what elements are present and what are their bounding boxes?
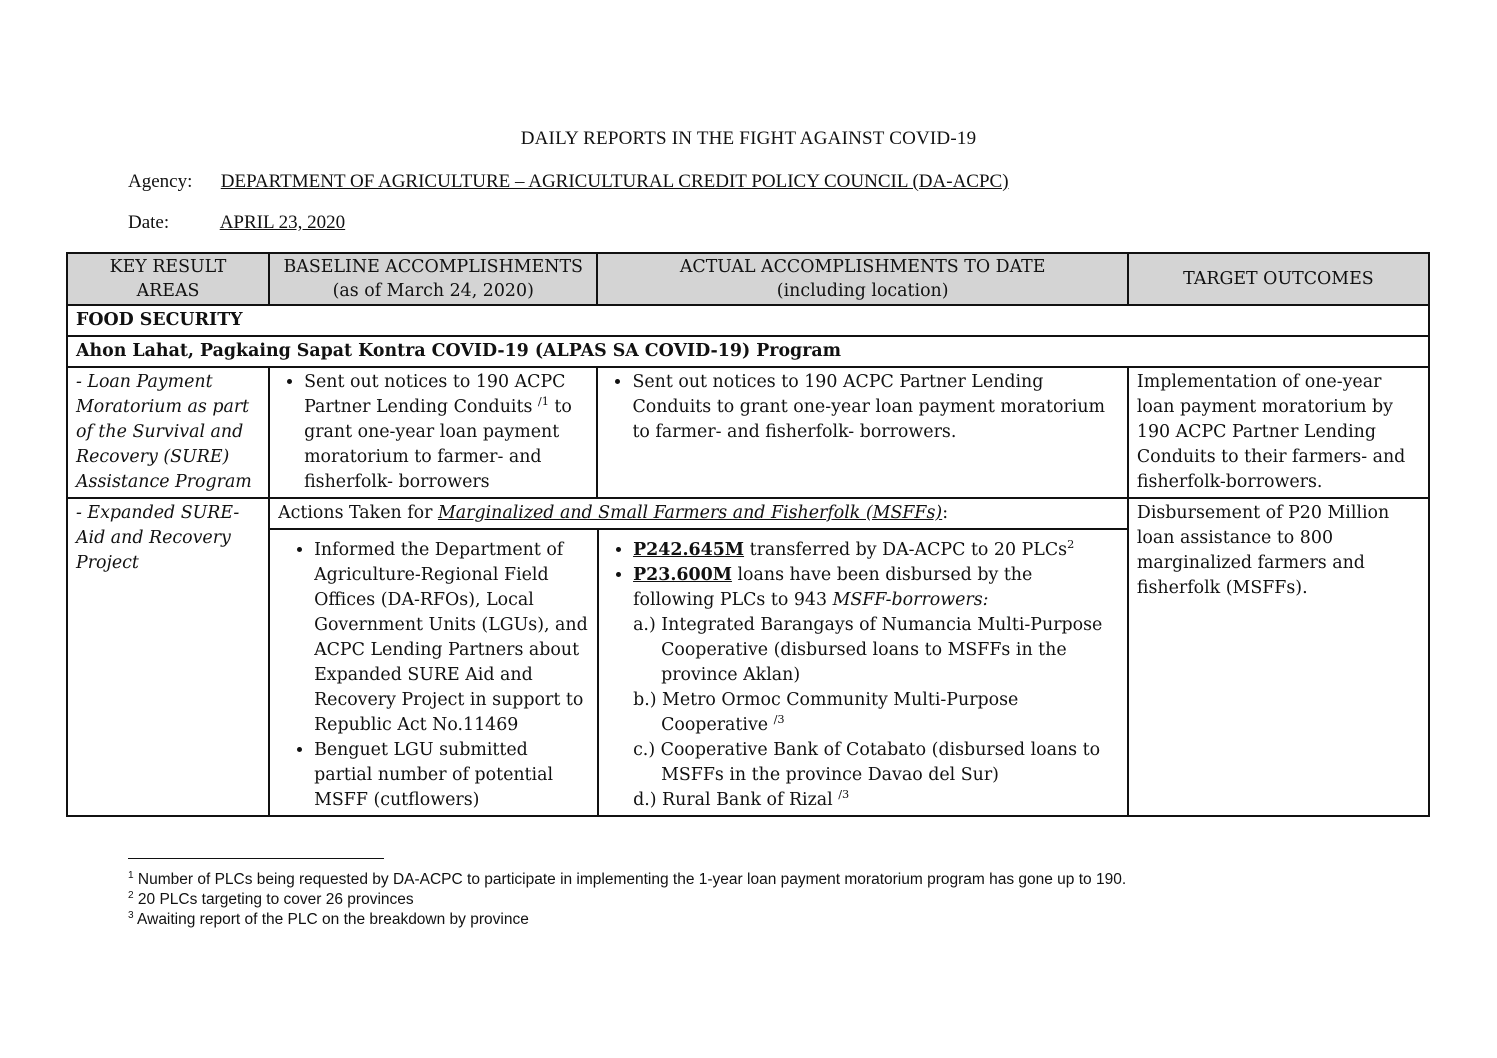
header-kra — [67, 253, 269, 305]
footnote-text: 20 PLCs targeting to cover 26 provinces — [133, 891, 414, 908]
plc-list — [633, 613, 1119, 813]
baseline-cell — [269, 367, 597, 498]
amount-disbursed: P23.600M — [633, 565, 732, 585]
table-row — [67, 367, 1429, 498]
footnote — [128, 910, 1126, 930]
date-value: APRIL 23, 2020 — [219, 212, 346, 233]
actual-cell — [597, 367, 1127, 498]
plc-text: d.) Rural Bank of Rizal — [633, 790, 839, 810]
footnotes — [128, 870, 1126, 930]
header-kra-line1: KEY RESULT — [109, 257, 227, 277]
kra-cell: - Expanded SURE-Aid and Recovery Project — [67, 498, 269, 816]
agency-value: DEPARTMENT OF AGRICULTURE – AGRICULTURAL CREDIT POLICY COUNCIL (DA-ACPC) — [220, 171, 1009, 192]
target-cell: Disbursement of P20 Million loan assistance to 800 marginalized farmers and fisherfolk (MSFFs). — [1128, 498, 1429, 816]
baseline-list — [278, 370, 588, 495]
list-item: • Benguet LGU submitted partial number of potential MSFF (cutflowers) — [314, 738, 589, 813]
footnote-ref: 2 — [1067, 538, 1075, 552]
table-row — [67, 498, 1429, 816]
target-cell: Implementation of one-year loan payment moratorium by 190 ACPC Partner Lending Conduits to their farmers- and fisherfolk-borrowers. — [1128, 367, 1429, 498]
plc-text: a.) Integrated Barangays of Numancia Multi-Purpose Cooperative (disbursed loans to MSFFs in the province Aklan) — [633, 615, 1103, 685]
actions-target: Marginalized and Small Farmers and Fisherfolk (MSFFs) — [437, 503, 943, 523]
date-row — [128, 212, 345, 234]
section-row — [67, 305, 1429, 336]
plc-item — [633, 613, 1119, 688]
baseline-list — [278, 538, 589, 813]
footnote-number: 2 — [128, 889, 134, 901]
header-baseline-line2: (as of March 24, 2020) — [332, 281, 534, 301]
actions-body — [270, 530, 1127, 815]
footnote — [128, 870, 1126, 890]
actual-list — [607, 538, 1119, 813]
borrowers-label: MSFF-borrowers: — [832, 590, 989, 610]
footnote — [128, 890, 1126, 910]
list-item: • Sent out notices to 190 ACPC Partner Lending Conduits to grant one-year loan payment moratorium to farmer- and fisherfolk- borrowers. — [632, 370, 1118, 445]
footnote-ref: /3 — [773, 713, 785, 727]
plc-item — [633, 688, 1119, 738]
actions-prefix: Actions Taken for — [278, 503, 438, 523]
list-item — [304, 370, 588, 495]
header-baseline-line1: BASELINE ACCOMPLISHMENTS — [283, 257, 583, 277]
header-actual-line2: (including location) — [776, 281, 949, 301]
list-item: • Informed the Department of Agriculture-Regional Field Offices (DA-RFOs), Local Government Units (LGUs), and ACPC Lending Partners about Expanded SURE Aid and Recovery Project in support to Republic Act No.11469 — [314, 538, 589, 738]
header-target: TARGET OUTCOMES — [1128, 253, 1429, 305]
agency-label: Agency: — [128, 171, 193, 192]
actions-heading — [270, 499, 1127, 530]
actions-cell — [269, 498, 1128, 816]
baseline-text-cont: to grant one-year loan payment moratorium to farmer- and fisherfolk- borrowers — [304, 397, 572, 492]
header-actual — [597, 253, 1127, 305]
footnote-text: Awaiting report of the PLC on the breakdown by province — [133, 911, 529, 928]
baseline-text: Sent out notices to 190 ACPC Partner Lending Conduits — [304, 372, 566, 417]
header-baseline — [269, 253, 597, 305]
page-title: DAILY REPORTS IN THE FIGHT AGAINST COVID-19 — [520, 128, 977, 149]
header-row — [67, 253, 1429, 305]
program-title: Ahon Lahat, Pagkaing Sapat Kontra COVID-19 (ALPAS SA COVID-19) Program — [67, 336, 1429, 367]
section-title: FOOD SECURITY — [67, 305, 1429, 336]
baseline-cell — [270, 530, 599, 815]
program-row — [67, 336, 1429, 367]
date-label: Date: — [128, 212, 170, 233]
kra-cell: - Loan Payment Moratorium as part of the Survival and Recovery (SURE) Assistance Program — [67, 367, 269, 498]
plc-item — [633, 738, 1119, 788]
plc-text: b.) Metro Ormoc Community Multi-Purpose Cooperative — [633, 690, 1019, 735]
plc-item — [633, 788, 1119, 813]
footnote-ref: /3 — [838, 788, 850, 802]
transfer-text: transferred by DA-ACPC to 20 PLCs — [744, 540, 1068, 560]
footnote-number: 3 — [128, 909, 134, 921]
list-item — [633, 563, 1119, 813]
footnote-number: 1 — [128, 869, 134, 881]
amount-transferred: P242.645M — [633, 540, 745, 560]
list-item — [633, 538, 1119, 563]
header-actual-line1: ACTUAL ACCOMPLISHMENTS TO DATE — [679, 257, 1046, 277]
header-kra-line2: AREAS — [136, 281, 200, 301]
footnote-ref: /1 — [537, 395, 549, 409]
footnote-divider — [128, 858, 384, 859]
actions-suffix: : — [942, 503, 949, 523]
agency-row — [128, 171, 1009, 193]
report-table — [66, 252, 1430, 817]
actual-list — [606, 370, 1118, 445]
plc-text: c.) Cooperative Bank of Cotabato (disbursed loans to MSFFs in the province Davao del Sur) — [633, 740, 1101, 785]
footnote-text: Number of PLCs being requested by DA-ACPC to participate in implementing the 1-year loan payment moratorium program has gone up to 190. — [133, 871, 1127, 888]
disbursed-text: loans have been disbursed by the following PLCs to 943 — [633, 565, 1033, 610]
actual-cell — [599, 530, 1127, 815]
